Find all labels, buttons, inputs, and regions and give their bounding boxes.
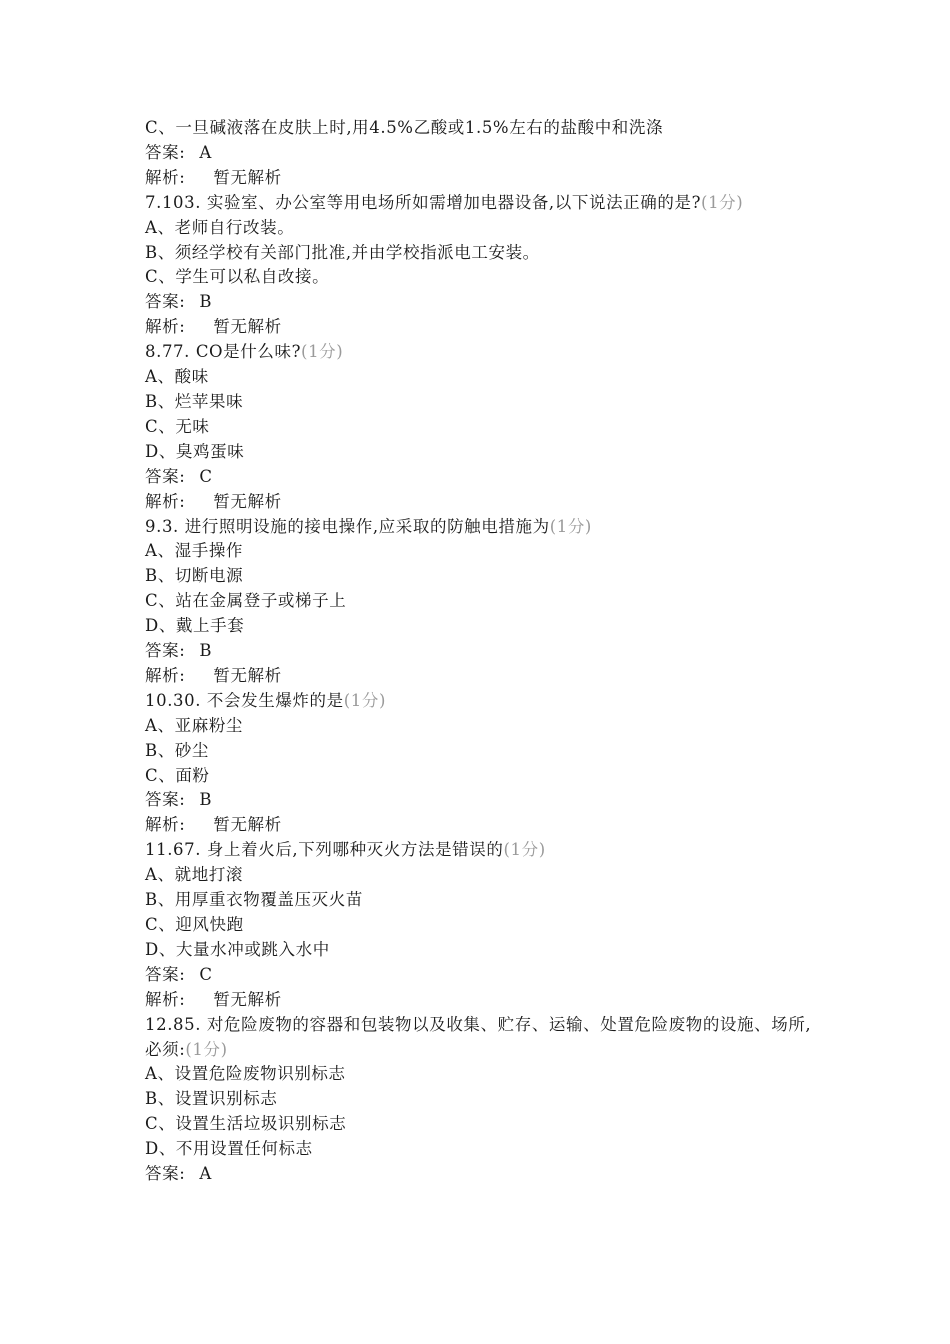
question-text: 9.3. 进行照明设施的接电操作,应采取的防触电措施为 bbox=[145, 516, 550, 536]
question-score: (1分) bbox=[701, 192, 744, 212]
option-text: A、设置危险废物识别标志 bbox=[145, 1064, 346, 1084]
analysis-line bbox=[145, 988, 825, 1013]
option-text: C、无味 bbox=[145, 416, 210, 436]
option-line bbox=[145, 888, 825, 913]
option-text: C、迎风快跑 bbox=[145, 915, 244, 934]
option-line bbox=[145, 938, 825, 963]
analysis-value: 暂无解析 bbox=[213, 491, 282, 511]
option-line bbox=[145, 913, 825, 938]
question-score: (1分) bbox=[549, 516, 592, 536]
answer-label: 答案: bbox=[145, 790, 186, 810]
answer-label: 答案: bbox=[145, 292, 186, 312]
question-line bbox=[145, 340, 825, 365]
quiz-content bbox=[145, 116, 825, 1187]
option-line bbox=[145, 390, 825, 415]
option-text: B、烂苹果味 bbox=[145, 391, 244, 411]
answer-label: 答案: bbox=[145, 641, 186, 661]
option-text: C、面粉 bbox=[145, 765, 210, 785]
analysis-value: 暂无解析 bbox=[213, 167, 282, 187]
question-score: (1分) bbox=[343, 690, 387, 710]
option-text: C、站在金属登子或梯子上 bbox=[145, 591, 347, 611]
answer-value: B bbox=[199, 641, 213, 661]
option-line bbox=[145, 440, 825, 465]
option-text: C、设置生活垃圾识别标志 bbox=[145, 1114, 347, 1134]
option-line bbox=[145, 216, 825, 241]
option-text: D、臭鸡蛋味 bbox=[145, 441, 245, 461]
question-line bbox=[145, 515, 825, 540]
option-line bbox=[145, 415, 825, 440]
answer-value: C bbox=[199, 466, 213, 486]
question-score: (1分) bbox=[503, 840, 546, 860]
option-text: A、亚麻粉尘 bbox=[145, 715, 244, 735]
answer-line bbox=[145, 465, 825, 490]
analysis-label: 解析: bbox=[145, 491, 186, 511]
option-text: B、用厚重衣物覆盖压灭火苗 bbox=[145, 890, 363, 910]
answer-line bbox=[145, 963, 825, 988]
option-line bbox=[145, 764, 825, 789]
question-text: 11.67. 身上着火后,下列哪种灭火方法是错误的 bbox=[145, 840, 504, 860]
option-text: B、砂尘 bbox=[145, 740, 210, 760]
option-text: A、湿手操作 bbox=[145, 541, 244, 561]
option-text: D、不用设置任何标志 bbox=[145, 1139, 313, 1159]
answer-line bbox=[145, 788, 825, 813]
option-text: C、一旦碱液落在皮肤上时,用4.5%乙酸或1.5%左右的盐酸中和洗涤 bbox=[145, 118, 664, 137]
option-line bbox=[145, 1087, 825, 1112]
option-line bbox=[145, 1112, 825, 1137]
option-line bbox=[145, 714, 825, 739]
analysis-line bbox=[145, 664, 825, 689]
analysis-label: 解析: bbox=[145, 665, 186, 685]
analysis-label: 解析: bbox=[145, 167, 186, 187]
option-text: B、设置识别标志 bbox=[145, 1089, 278, 1109]
answer-label: 答案: bbox=[145, 466, 186, 486]
analysis-label: 解析: bbox=[145, 815, 186, 835]
question-text: 12.85. 对危险废物的容器和包装物以及收集、贮存、运输、处置危险废物的设施、场所,必须: bbox=[145, 1014, 812, 1059]
option-text: A、酸味 bbox=[145, 367, 209, 387]
option-line bbox=[145, 265, 825, 290]
answer-line bbox=[145, 639, 825, 664]
answer-value: B bbox=[199, 292, 213, 312]
option-text: B、须经学校有关部门批准,并由学校指派电工安装。 bbox=[145, 242, 540, 262]
option-line bbox=[145, 863, 825, 888]
analysis-label: 解析: bbox=[145, 317, 186, 337]
option-text: D、大量水冲或跳入水中 bbox=[145, 939, 330, 959]
analysis-value: 暂无解析 bbox=[213, 665, 282, 685]
answer-label: 答案: bbox=[145, 1164, 186, 1184]
answer-line bbox=[145, 1162, 825, 1187]
analysis-value: 暂无解析 bbox=[213, 989, 282, 1009]
option-text: A、老师自行改装。 bbox=[145, 217, 295, 237]
answer-value: C bbox=[199, 964, 213, 984]
answer-label: 答案: bbox=[145, 964, 186, 984]
question-line bbox=[145, 1013, 825, 1063]
option-line bbox=[145, 564, 825, 589]
question-line bbox=[145, 191, 825, 216]
option-text: B、切断电源 bbox=[145, 566, 244, 586]
option-line bbox=[145, 539, 825, 564]
option-line bbox=[145, 241, 825, 266]
question-line bbox=[145, 689, 825, 714]
option-text: D、戴上手套 bbox=[145, 616, 245, 636]
question-score: (1分) bbox=[185, 1039, 228, 1059]
analysis-line bbox=[145, 490, 825, 515]
analysis-label: 解析: bbox=[145, 989, 186, 1009]
option-line bbox=[145, 614, 825, 639]
option-text: C、学生可以私自改接。 bbox=[145, 267, 330, 287]
question-text: 7.103. 实验室、办公室等用电场所如需增加电器设备,以下说法正确的是? bbox=[145, 192, 702, 212]
question-line bbox=[145, 838, 825, 863]
option-line bbox=[145, 739, 825, 764]
analysis-line bbox=[145, 166, 825, 191]
analysis-value: 暂无解析 bbox=[213, 815, 282, 835]
question-text: 10.30. 不会发生爆炸的是 bbox=[145, 690, 344, 710]
option-line bbox=[145, 116, 825, 141]
answer-value: A bbox=[199, 1164, 212, 1184]
analysis-line bbox=[145, 813, 825, 838]
option-line bbox=[145, 589, 825, 614]
answer-line bbox=[145, 290, 825, 315]
answer-line bbox=[145, 141, 825, 166]
analysis-value: 暂无解析 bbox=[213, 317, 282, 337]
option-text: A、就地打滚 bbox=[145, 865, 244, 885]
analysis-line bbox=[145, 315, 825, 340]
answer-value: A bbox=[199, 142, 212, 162]
question-text: 8.77. CO是什么味? bbox=[145, 342, 302, 362]
answer-label: 答案: bbox=[145, 142, 186, 162]
option-line bbox=[145, 365, 825, 390]
answer-value: B bbox=[199, 790, 213, 810]
option-line bbox=[145, 1062, 825, 1087]
question-score: (1分) bbox=[301, 342, 344, 362]
option-line bbox=[145, 1137, 825, 1162]
